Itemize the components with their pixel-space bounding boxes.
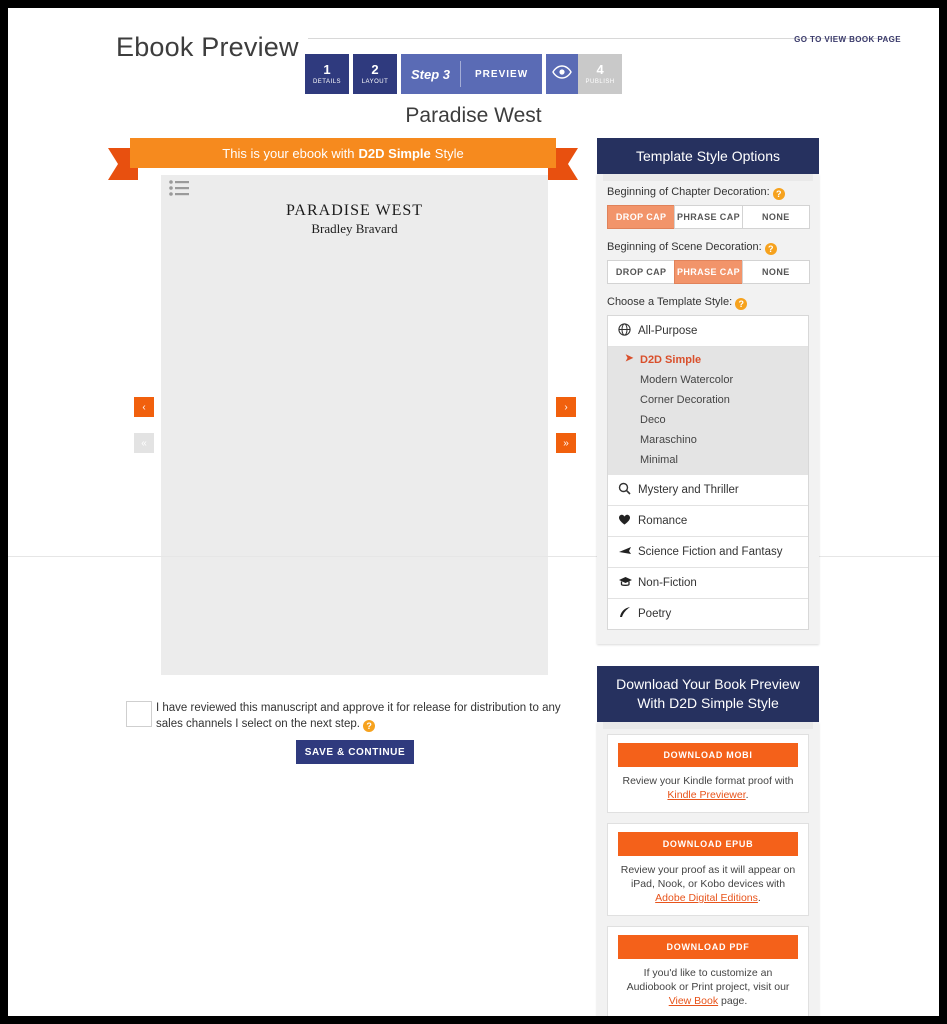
book-title: Paradise West <box>405 104 542 127</box>
template-category-all-purpose[interactable] <box>608 316 808 347</box>
chapter-decoration-text: Beginning of Chapter Decoration: <box>607 186 770 198</box>
preview-page[interactable] <box>161 175 548 675</box>
download-pdf-button[interactable]: DOWNLOAD PDF <box>618 935 798 959</box>
eye-icon <box>552 65 572 84</box>
scene-drop-cap-button[interactable]: DROP CAP <box>607 260 675 284</box>
download-mobi-button[interactable]: DOWNLOAD MOBI <box>618 743 798 767</box>
template-category-all-purpose-label: All-Purpose <box>638 325 698 337</box>
download-epub-card <box>607 823 809 916</box>
template-item-minimal[interactable]: Minimal <box>640 454 678 466</box>
help-icon-template[interactable]: ? <box>735 298 747 310</box>
preview-eye-button[interactable] <box>546 54 578 94</box>
mobi-text-after: . <box>745 789 749 801</box>
template-category-science-fiction-and-fantasy[interactable] <box>608 537 808 568</box>
template-subitems-all-purpose <box>608 347 808 475</box>
chapter-phrase-cap-button[interactable]: PHRASE CAP <box>674 205 742 229</box>
page-title: Ebook Preview <box>116 32 299 63</box>
pdf-text-before: If you'd like to customize an Audiobook or Print project, visit our <box>626 967 790 993</box>
chapter-decoration-label <box>607 186 809 200</box>
template-category-non-fiction[interactable] <box>608 568 808 599</box>
scene-decoration-group <box>607 260 809 284</box>
choose-template-style-text: Choose a Template Style: <box>607 296 733 308</box>
download-heading-line1: Download Your Book Preview <box>616 676 800 692</box>
template-category-mystery-and-thriller[interactable] <box>608 475 808 506</box>
step-1-number: 1 <box>323 62 331 77</box>
app-frame <box>8 8 939 1016</box>
template-style-options-body <box>597 174 819 644</box>
banner-suffix: Style <box>434 145 464 161</box>
step-1-details[interactable] <box>305 54 349 94</box>
mobi-text-before: Review your Kindle format proof with <box>622 775 794 787</box>
kindle-previewer-link[interactable]: Kindle Previewer <box>667 789 746 801</box>
go-to-view-book-page-link[interactable]: GO TO VIEW BOOK PAGE <box>794 35 901 44</box>
step-3-name: PREVIEW <box>475 68 529 80</box>
step-nav <box>305 54 626 94</box>
previous-page-button[interactable]: ‹ <box>134 397 154 417</box>
right-column <box>597 138 819 1016</box>
scene-none-button[interactable]: NONE <box>742 260 810 284</box>
template-item-modern-watercolor[interactable]: Modern Watercolor <box>640 374 734 386</box>
scene-decoration-text: Beginning of Scene Decoration: <box>607 241 762 253</box>
help-icon-approval[interactable]: ? <box>363 720 375 732</box>
step-3-label: Step 3 <box>411 66 451 82</box>
template-style-options-heading: Template Style Options <box>597 138 819 174</box>
quill-icon <box>618 606 638 622</box>
approve-manuscript-label <box>156 700 576 732</box>
step-2-number: 2 <box>371 62 379 77</box>
save-and-continue-button[interactable]: SAVE & CONTINUE <box>296 740 414 764</box>
download-pdf-text <box>618 966 798 1008</box>
scene-phrase-cap-button[interactable]: PHRASE CAP <box>674 260 742 284</box>
download-panel <box>597 666 819 1016</box>
heart-icon <box>618 513 638 529</box>
scene-decoration-label <box>607 241 809 255</box>
graduation-cap-icon <box>618 575 638 591</box>
template-category-mystery-label: Mystery and Thriller <box>638 484 739 496</box>
help-icon-scene[interactable]: ? <box>765 243 777 255</box>
download-epub-text <box>618 863 798 905</box>
next-page-button[interactable]: › <box>556 397 576 417</box>
approve-manuscript-checkbox[interactable] <box>126 701 152 727</box>
step-3-preview-current <box>401 54 542 94</box>
table-of-contents-icon[interactable] <box>168 179 190 197</box>
download-mobi-text <box>618 774 798 802</box>
step-4-publish <box>578 54 622 94</box>
template-category-poetry[interactable] <box>608 599 808 629</box>
download-mobi-card <box>607 734 809 813</box>
banner-prefix: This is your ebook with <box>222 145 355 161</box>
magnifier-icon <box>618 482 638 498</box>
chapter-drop-cap-button[interactable]: DROP CAP <box>607 205 675 229</box>
template-item-maraschino[interactable]: Maraschino <box>640 434 697 446</box>
step-4-number: 4 <box>596 62 604 77</box>
epub-text-before: Review your proof as it will appear on iPad, Nook, or Kobo devices with <box>620 864 796 890</box>
template-category-scifi-label: Science Fiction and Fantasy <box>638 546 783 558</box>
chapter-none-button[interactable]: NONE <box>742 205 810 229</box>
template-category-romance-label: Romance <box>638 515 688 527</box>
epub-text-after: . <box>757 892 761 904</box>
step-2-layout[interactable] <box>353 54 397 94</box>
template-category-romance[interactable] <box>608 506 808 537</box>
template-item-deco[interactable]: Deco <box>640 414 666 426</box>
template-item-d2d-simple[interactable]: ➤ D2D Simple <box>608 350 808 370</box>
download-pdf-card <box>607 926 809 1016</box>
preview-book-title: PARADISE WEST <box>285 202 424 219</box>
choose-template-style-label <box>607 296 809 310</box>
preview-book-author: Bradley Bravard <box>311 221 398 236</box>
last-page-button[interactable]: » <box>556 433 576 453</box>
pdf-text-after: page. <box>718 995 748 1007</box>
step-4-label: PUBLISH <box>585 79 615 85</box>
download-epub-button[interactable]: DOWNLOAD EPUB <box>618 832 798 856</box>
view-book-link[interactable]: View Book <box>668 995 719 1007</box>
globe-icon <box>618 323 638 339</box>
template-style-list <box>607 315 809 630</box>
step-2-label: LAYOUT <box>361 79 389 85</box>
first-page-button[interactable]: « <box>134 433 154 453</box>
download-panel-heading <box>597 666 819 722</box>
download-panel-body <box>597 722 819 1016</box>
download-heading-line2: With D2D Simple Style <box>637 695 779 711</box>
rocket-icon <box>618 544 638 560</box>
help-icon-chapter[interactable]: ? <box>773 188 785 200</box>
chapter-decoration-group <box>607 205 809 229</box>
adobe-digital-editions-link[interactable]: Adobe Digital Editions <box>655 892 758 904</box>
banner-style-name: D2D Simple <box>358 145 431 161</box>
template-category-nonfiction-label: Non-Fiction <box>638 577 697 589</box>
step-1-label: DETAILS <box>312 79 342 85</box>
template-category-poetry-label: Poetry <box>638 608 672 620</box>
template-item-corner-decoration[interactable]: Corner Decoration <box>640 394 730 406</box>
approve-text: I have reviewed this manuscript and approve it for release for distribution to any sales channels I select on the next step. <box>156 702 561 730</box>
book-preview-area <box>161 175 548 675</box>
banner-text <box>130 138 556 168</box>
